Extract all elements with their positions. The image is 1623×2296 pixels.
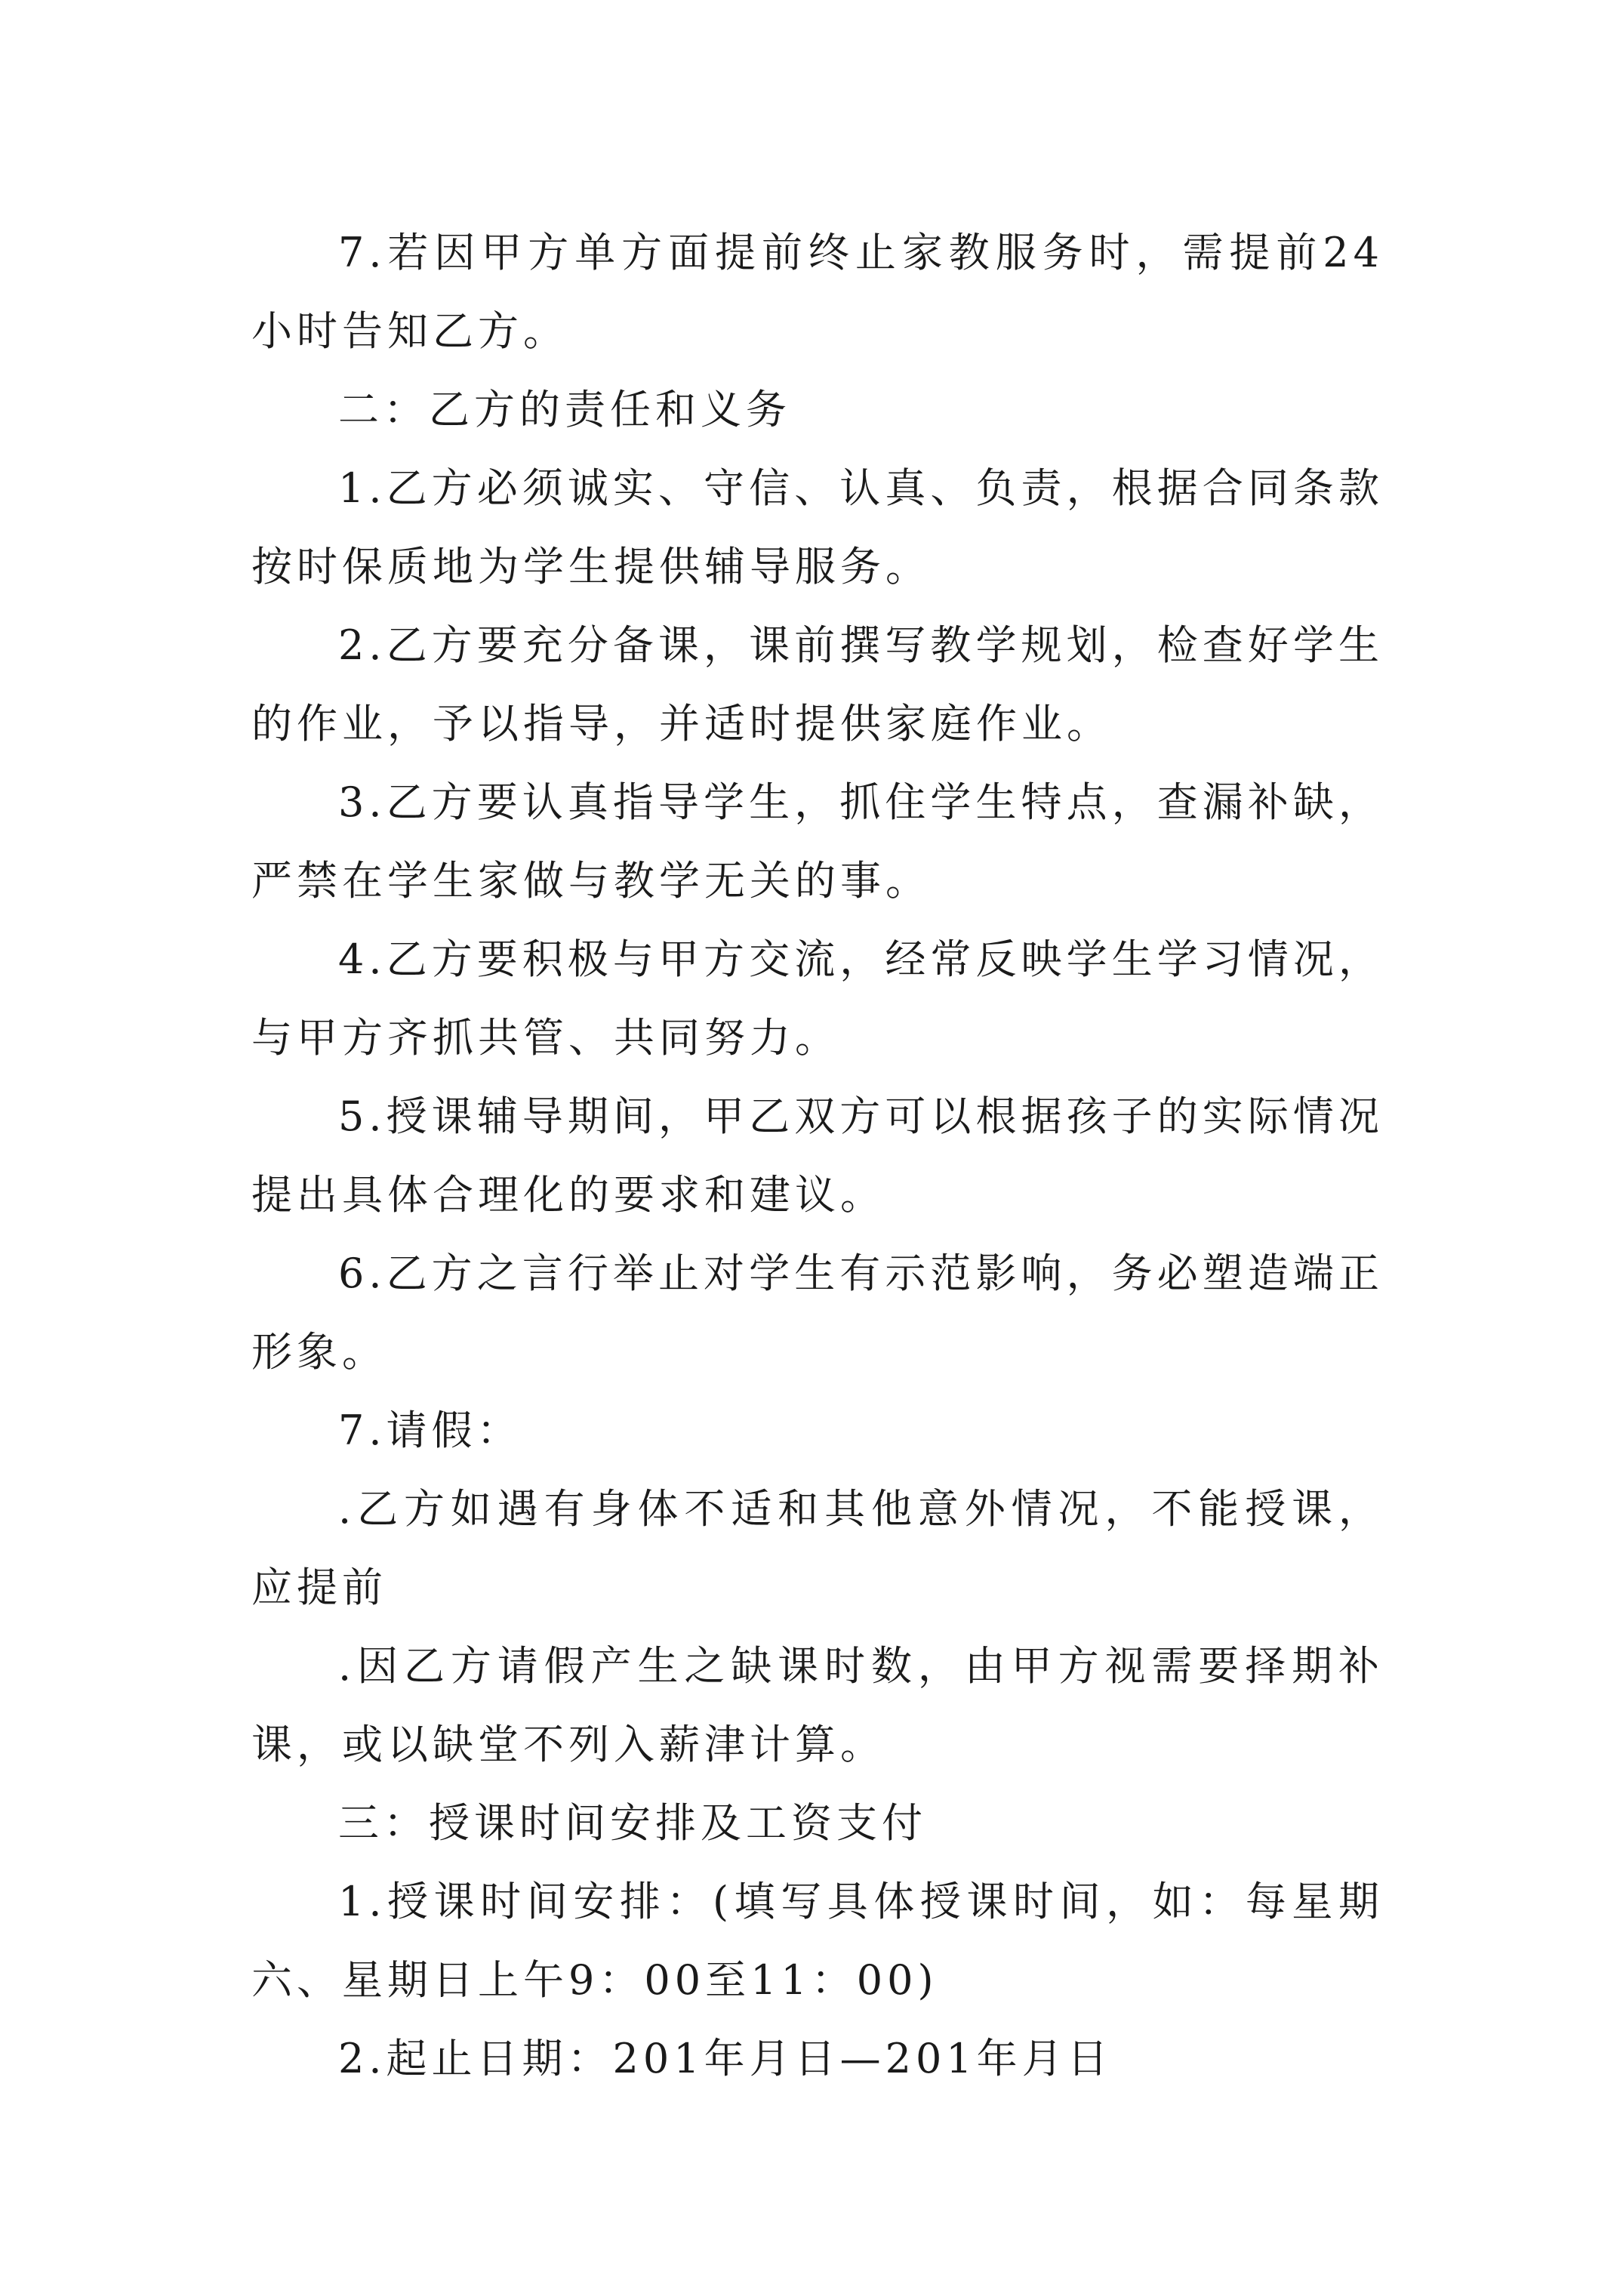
clause-termination-notice: 7.若因甲方单方面提前终止家教服务时，需提前24小时告知乙方。 (251, 229, 1384, 355)
section-heading-schedule-pay: 三：授课时间安排及工资支付 (338, 1799, 927, 1847)
clause-date-range: 2.起止日期：201年月日—201年月日 (338, 2035, 1113, 2082)
clause-b-3: 3.乙方要认真指导学生，抓住学生特点，查漏补缺，严禁在学生家做与教学无关的事。 (251, 778, 1384, 905)
clause-b-1: 1.乙方必须诚实、守信、认真、负责，根据合同条款按时保质地为学生提供辅导服务。 (251, 464, 1384, 590)
clause-b-2: 2.乙方要充分备课，课前撰写教学规划，检查好学生的作业，予以指导，并适时提供家庭作业。 (251, 621, 1384, 747)
clause-schedule: 1.授课时间安排：(填写具体授课时间，如：每星期六、星期日上午9：00至11：00) (251, 1878, 1384, 2004)
clause-b-6: 6.乙方之言行举止对学生有示范影响，务必塑造端正形象。 (251, 1250, 1384, 1376)
leave-subclause-2: .因乙方请假产生之缺课时数，由甲方视需要择期补课，或以缺堂不列入薪津计算。 (251, 1642, 1384, 1768)
section-heading-party-b-duties: 二：乙方的责任和义务 (338, 386, 791, 433)
clause-b-5: 5.授课辅导期间，甲乙双方可以根据孩子的实际情况提出具体合理化的要求和建议。 (251, 1093, 1384, 1219)
clause-b-4: 4.乙方要积极与甲方交流，经常反映学生学习情况，与甲方齐抓共管、共同努力。 (251, 935, 1384, 1062)
clause-b-7-leave: 7.请假： (338, 1407, 522, 1454)
document-body (251, 214, 1384, 2098)
leave-subclause-1: .乙方如遇有身体不适和其他意外情况，不能授课，应提前 (251, 1485, 1384, 1611)
